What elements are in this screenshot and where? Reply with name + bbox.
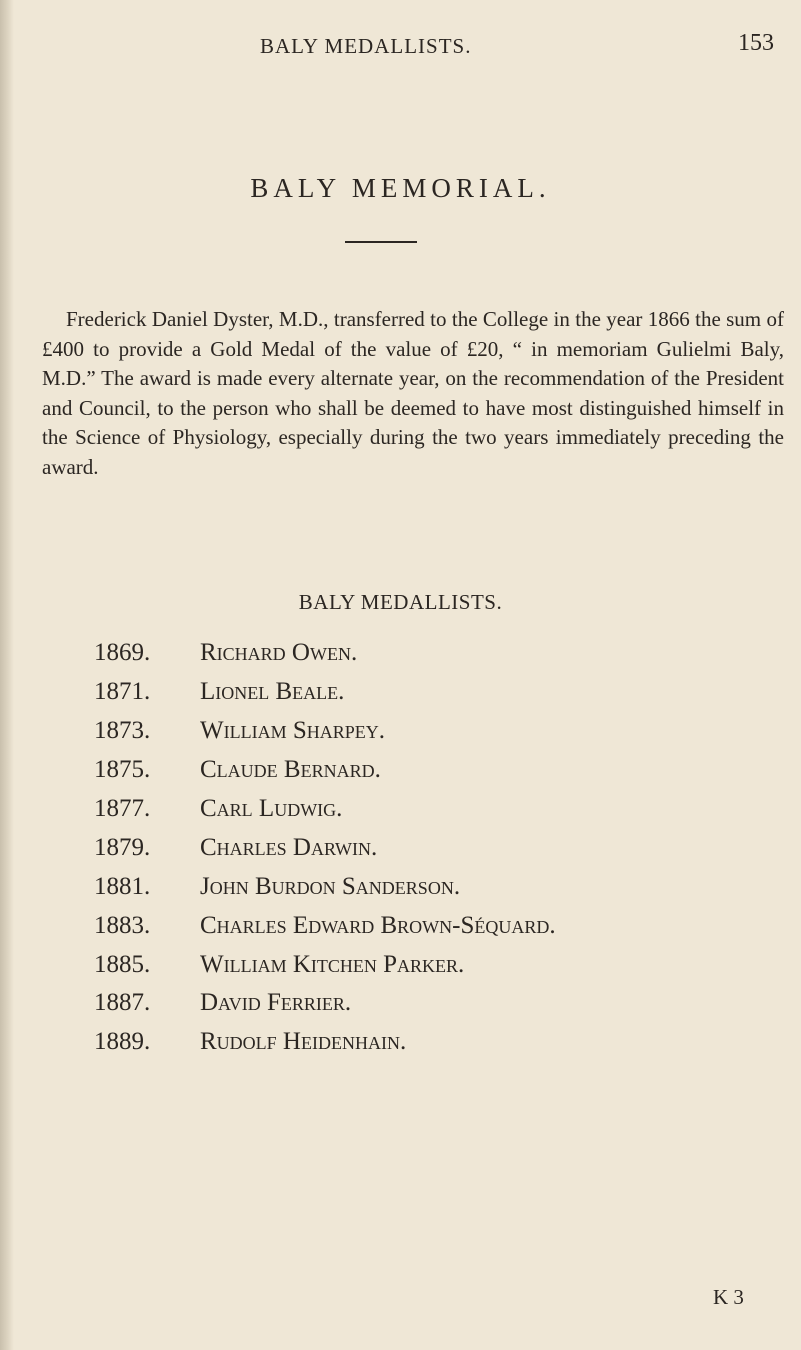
title-rule (345, 241, 417, 243)
medallist-year: 1881. (94, 872, 151, 900)
medallist-entry (94, 906, 734, 945)
medallist-name: Charles Darwin. (200, 833, 378, 861)
medallist-entry (94, 984, 734, 1023)
medallist-name: Carl Ludwig. (200, 795, 343, 822)
page-number: 153 (738, 30, 774, 56)
medallist-entry (94, 828, 734, 867)
medallist-year: 1889. (94, 1028, 151, 1056)
medallist-entry (94, 712, 734, 751)
medallist-year: 1887. (94, 989, 151, 1017)
medallist-name: David Ferrier. (200, 989, 352, 1017)
memorial-paragraph: Frederick Daniel Dyster, M.D., transferred to the College in the year 1866 the sum of £400 to provide a Gold Medal of the value of £20, “ in memoriam Gulielmi Baly, M.D.” The award is made every alternate year, on the recommendation of the President and Council, to the person who shall be deemed to have most distinguished himself in the Science of Physiology, especially during the two years immediately preceding the award. (42, 307, 784, 479)
medallist-name: Rudolf Heidenhain. (200, 1028, 407, 1056)
medallist-name: Richard Owen. (200, 639, 358, 667)
medallist-entry (94, 867, 734, 906)
medallist-year: 1875. (94, 756, 151, 784)
medallist-year: 1871. (94, 678, 151, 706)
section-title: BALY MEMORIAL. (250, 173, 551, 203)
signature-mark: K 3 (713, 1285, 744, 1309)
medallist-year: 1885. (94, 950, 151, 978)
medallist-name: William Kitchen Parker. (200, 950, 465, 978)
medallist-entry (94, 1023, 734, 1062)
medallist-entry (94, 634, 734, 673)
medallist-name: William Sharpey. (200, 717, 385, 745)
medallist-name: Charles Edward Brown-Séquard. (200, 911, 556, 939)
medallist-year: 1869. (94, 639, 151, 667)
medallist-year: 1879. (94, 833, 151, 861)
medallist-entry (94, 945, 734, 984)
medallist-year: 1883. (94, 911, 151, 939)
medallist-year: 1873. (94, 717, 151, 745)
medallist-entry (94, 790, 734, 829)
medallist-year: 1877. (94, 795, 151, 822)
medallist-entry (94, 673, 734, 712)
medallist-name: Lionel Beale. (200, 678, 345, 706)
medallist-name: John Burdon Sanderson. (200, 872, 461, 900)
running-head: BALY MEDALLISTS. (260, 34, 472, 58)
medallist-entry (94, 751, 734, 790)
medallist-name: Claude Bernard. (200, 756, 381, 784)
medallists-list (94, 634, 734, 1062)
medallists-heading: BALY MEDALLISTS. (298, 590, 503, 614)
